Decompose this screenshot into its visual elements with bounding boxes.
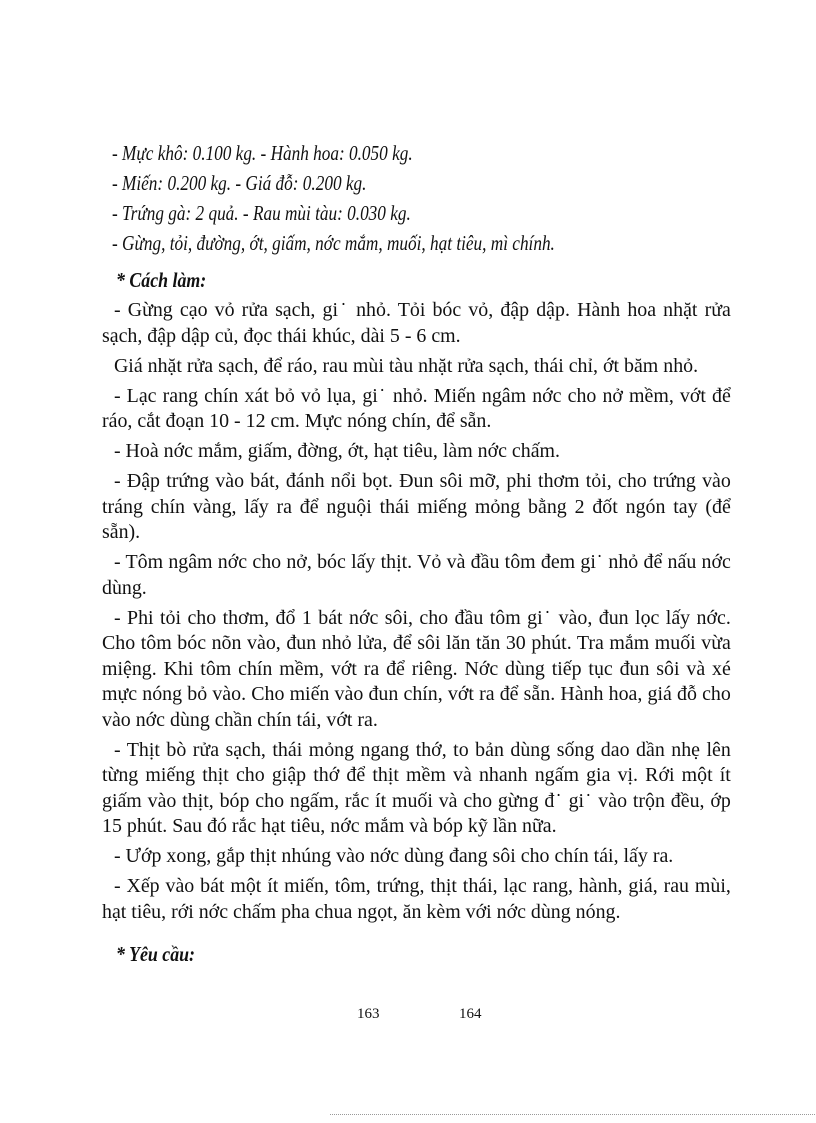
ingredient-list xyxy=(112,138,752,258)
ingredient-line: - Miến: 0.200 kg. - Giá đỗ: 0.200 kg. xyxy=(112,171,367,195)
method-paragraph: Giá nhặt rửa sạch, để ráo, rau mùi tàu nhặt rửa sạch, thái chỉ, ớt băm nhỏ. xyxy=(113,354,699,377)
page-number-left: 163 xyxy=(357,1006,380,1022)
method-paragraph: - Hoà nớc mắm, giấm, đờng, ớt, hạt tiêu, làm nớc chấm. xyxy=(113,440,561,462)
method-body xyxy=(102,298,734,930)
bottom-dotted-rule xyxy=(330,1114,815,1116)
method-paragraph: - Phi tỏi cho thơm, đổ 1 bát nớc sôi, cho đầu tôm gi˙ vào, đun lọc lấy nớc. Cho tôm bóc nõn vào, đun nhỏ lửa, để sôi lăn tăn 30 phút. Tra mắm muối vừa miệng. Khi tôm chín mềm, vớt ra để riêng. Nớc dùng tiếp tục đun sôi và xé mực nóng bỏ vào. Cho miến vào đun chín, vớt ra để sẵn. Hành hoa, giá đỗ cho vào nớc dùng chần chín tái, vớt ra. xyxy=(102,606,731,731)
method-paragraph: - Ướp xong, gắp thịt nhúng vào nớc dùng đang sôi cho chín tái, lấy ra. xyxy=(113,845,674,867)
requirements-heading: * Yêu cầu: xyxy=(116,942,196,966)
method-paragraph: - Lạc rang chín xát bỏ vỏ lụa, gi˙ nhỏ. Miến ngâm nớc cho nở mềm, vớt để ráo, cắt đoạn 10 - 12 cm. Mực nóng chín, để sẵn. xyxy=(102,384,731,432)
method-heading: * Cách làm: xyxy=(116,268,207,292)
method-paragraph: - Tôm ngâm nớc cho nở, bóc lấy thịt. Vỏ và đầu tôm đem gi˙ nhỏ để nấu nớc dùng. xyxy=(102,551,731,599)
ingredient-line: - Mực khô: 0.100 kg. - Hành hoa: 0.050 kg. xyxy=(112,141,413,165)
ingredient-line: - Trứng gà: 2 quả. - Rau mùi tàu: 0.030 kg. xyxy=(112,201,411,225)
ingredient-line: - Gừng, tỏi, đường, ớt, giấm, nớc mắm, muối, hạt tiêu, mì chính. xyxy=(112,231,555,255)
method-paragraph: - Thịt bò rửa sạch, thái mỏng ngang thớ, to bản dùng sống dao dần nhẹ lên từng miếng thịt cho giập thớ để thịt mềm và nhanh ngấm gia vị. Rới một ít giấm vào thịt, bóp cho ngấm, rắc ít muối và cho gừng đ˙ gi˙ vào trộn đều, ớp 15 phút. Sau đó rắc hạt tiêu, nớc mắm và bóp kỹ lần nữa. xyxy=(102,738,731,837)
page-number-right: 164 xyxy=(459,1006,482,1022)
method-paragraph: - Đập trứng vào bát, đánh nổi bọt. Đun sôi mỡ, phi thơm tỏi, cho trứng vào tráng chín vàng, lấy ra để nguội thái miếng mỏng bằng 2 đốt ngón tay (để sẵn). xyxy=(102,470,731,543)
method-paragraph: - Gừng cạo vỏ rửa sạch, gi˙ nhỏ. Tỏi bóc vỏ, đập dập. Hành hoa nhặt rửa sạch, đập dập củ, đọc thái khúc, dài 5 - 6 cm. xyxy=(102,299,731,347)
method-paragraph: - Xếp vào bát một ít miến, tôm, trứng, thịt thái, lạc rang, hành, giá, rau mùi, hạt tiêu, rới nớc chấm pha chua ngọt, ăn kèm với nớc dùng nóng. xyxy=(102,875,731,923)
